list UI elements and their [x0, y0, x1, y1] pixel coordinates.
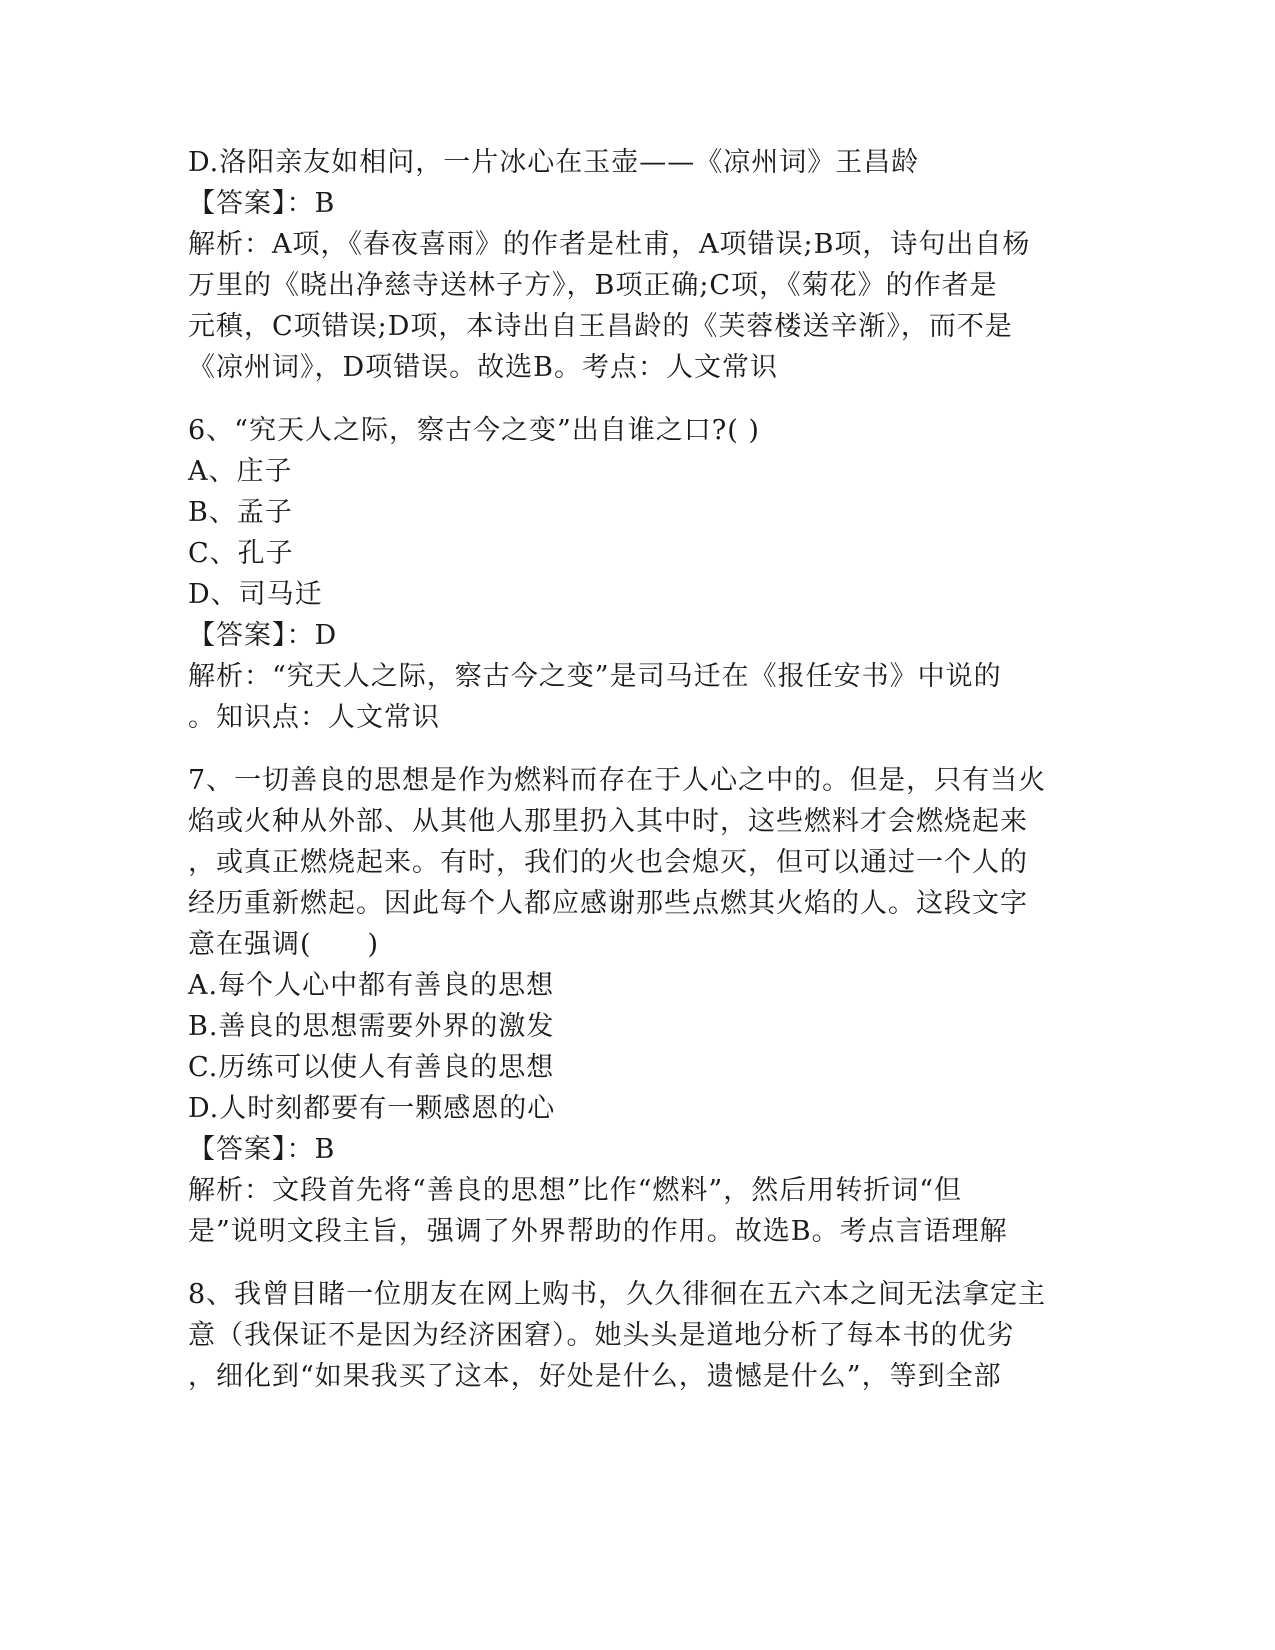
q5-analysis-line: 万里的《晓出净慈寺送林子方》，B项正确;C项，《菊花》的作者是 — [188, 270, 998, 301]
q7-stem-line: 意在强调( ) — [188, 929, 380, 960]
q7-stem-line: 7、一切善良的思想是作为燃料而存在于人心之中的。但是，只有当火 — [188, 765, 1047, 796]
q5-option-d: D.洛阳亲友如相问，一片冰心在玉壶——《凉州词》王昌龄 — [188, 147, 920, 178]
q7-option-a: A.每个人心中都有善良的思想 — [188, 970, 555, 1001]
q5-analysis-line: 解析：A项，《春夜喜雨》的作者是杜甫，A项错误;B项，诗句出自杨 — [188, 229, 1031, 260]
q7-answer: 【答案】：B — [188, 1134, 336, 1165]
q8-stem-line: ，细化到“如果我买了这本，好处是什么，遗憾是什么”，等到全部 — [188, 1361, 1002, 1392]
q6-option-a: A、庄子 — [188, 456, 293, 487]
q7-stem-line: ，或真正燃烧起来。有时，我们的火也会熄灭，但可以通过一个人的 — [188, 847, 1028, 878]
q6-analysis-line: 。知识点：人文常识 — [188, 702, 440, 733]
q6-analysis-line: 解析：“究天人之际，察古今之变”是司马迁在《报任安书》中说的 — [188, 661, 1002, 692]
q6-option-d: D、司马迁 — [188, 579, 323, 610]
q7-analysis-line: 解析：文段首先将“善良的思想”比作“燃料”，然后用转折词“但 — [188, 1175, 963, 1206]
q7-stem-line: 焰或火种从外部、从其他人那里扔入其中时，这些燃料才会燃烧起来 — [188, 806, 1028, 837]
q7-option-b: B.善良的思想需要外界的激发 — [188, 1011, 555, 1042]
q7-analysis-line: 是”说明文段主旨，强调了外界帮助的作用。故选B。考点言语理解 — [188, 1216, 1008, 1247]
q6-option-b: B、孟子 — [188, 497, 293, 528]
q6-option-c: C、孔子 — [188, 538, 294, 569]
q7-stem-line: 经历重新燃起。因此每个人都应感谢那些点燃其火焰的人。这段文字 — [188, 888, 1028, 919]
q7-option-d: D.人时刻都要有一颗感恩的心 — [188, 1093, 556, 1124]
q6-stem: 6、“究天人之际，察古今之变”出自谁之口?( ) — [188, 415, 760, 446]
q8-stem-line: 8、我曾目睹一位朋友在网上购书，久久徘徊在五六本之间无法拿定主 — [188, 1279, 1047, 1310]
q7-option-c: C.历练可以使人有善良的思想 — [188, 1052, 555, 1083]
q6-answer: 【答案】：D — [188, 620, 338, 651]
q5-answer: 【答案】：B — [188, 188, 336, 219]
q5-analysis-line: 元稹，C项错误;D项，本诗出自王昌龄的《芙蓉楼送辛渐》，而不是 — [188, 311, 1013, 342]
q5-analysis-line: 《凉州词》，D项错误。故选B。考点：人文常识 — [188, 352, 778, 383]
q8-stem-line: 意（我保证不是因为经济困窘）。她头头是道地分析了每本书的优劣 — [188, 1320, 1015, 1351]
